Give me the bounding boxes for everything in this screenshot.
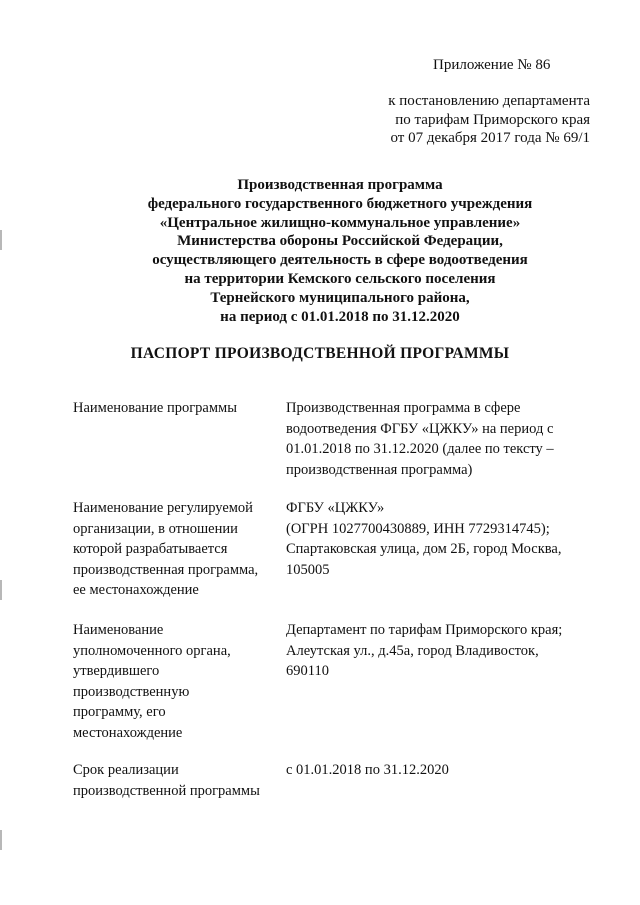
appendix-reference-line: от 07 декабря 2017 года № 69/1 bbox=[390, 130, 590, 146]
scan-edge-mark bbox=[0, 230, 2, 250]
row-label bbox=[73, 760, 278, 801]
title-line: Министерства обороны Российской Федерации, bbox=[177, 233, 503, 250]
row-label bbox=[73, 498, 278, 601]
row-label-line: утвердившего bbox=[73, 663, 160, 679]
row-label-line: Срок реализации bbox=[73, 762, 179, 778]
row-value-line: 105005 bbox=[286, 561, 330, 578]
row-value-line: 690110 bbox=[286, 663, 329, 679]
document-title bbox=[40, 176, 640, 326]
row-value bbox=[286, 620, 596, 682]
title-line: осуществляющего деятельность в сфере водоотведения bbox=[152, 252, 528, 269]
row-label bbox=[73, 620, 278, 743]
scan-edge-mark bbox=[0, 580, 2, 600]
row-label-line: Наименование регулируемой bbox=[73, 500, 253, 516]
row-label-line: которой разрабатывается bbox=[73, 541, 228, 557]
row-value bbox=[286, 498, 596, 580]
row-label-line: производственной программы bbox=[73, 782, 260, 799]
appendix-reference-line: по тарифам Приморского края bbox=[395, 111, 590, 128]
row-label-line: ее местонахождение bbox=[73, 582, 199, 598]
row-label-line: Наименование bbox=[73, 622, 164, 638]
row-value-line: водоотведения ФГБУ «ЦЖКУ» на период с bbox=[286, 420, 554, 437]
row-value-line: Алеутская ул., д.45а, город Владивосток, bbox=[286, 642, 539, 659]
row-value bbox=[286, 760, 596, 781]
row-value-line: Департамент по тарифам Приморского края; bbox=[286, 622, 563, 638]
title-line: Производственная программа bbox=[237, 177, 443, 193]
scan-edge-mark bbox=[0, 830, 2, 850]
title-line: «Центральное жилищно-коммунальное управление» bbox=[159, 214, 521, 231]
row-value-line: с 01.01.2018 по 31.12.2020 bbox=[286, 762, 449, 778]
row-label bbox=[73, 398, 278, 419]
row-value-line: (ОГРН 1027700430889, ИНН 7729314745); bbox=[286, 520, 550, 537]
row-value bbox=[286, 398, 596, 480]
passport-heading: ПАСПОРТ ПРОИЗВОДСТВЕННОЙ ПРОГРАММЫ bbox=[130, 345, 510, 362]
title-line: федерального государственного бюджетного учреждения bbox=[147, 195, 533, 212]
row-value-line: ФГБУ «ЦЖКУ» bbox=[286, 500, 385, 516]
row-label-line: уполномоченного органа, bbox=[73, 642, 231, 659]
row-value-line: 01.01.2018 по 31.12.2020 (далее по тексту – bbox=[286, 441, 554, 457]
row-label-line: производственная программа, bbox=[73, 561, 259, 578]
title-line: Тернейского муниципального района, bbox=[210, 289, 470, 306]
row-label-line: Наименование программы bbox=[73, 400, 237, 416]
row-value-line: Производственная программа в сфере bbox=[286, 400, 521, 416]
title-line: на период с 01.01.2018 по 31.12.2020 bbox=[220, 308, 460, 325]
appendix-reference-line: к постановлению департамента bbox=[388, 93, 590, 109]
row-label-line: программу, его bbox=[73, 704, 166, 720]
row-label-line: местонахождение bbox=[73, 724, 183, 741]
appendix-reference bbox=[330, 92, 590, 148]
appendix-number: Приложение № 86 bbox=[433, 57, 551, 73]
row-label-line: организации, в отношении bbox=[73, 520, 238, 537]
title-line: на территории Кемского сельского поселения bbox=[184, 270, 496, 287]
row-value-line: производственная программа) bbox=[286, 461, 473, 478]
row-label-line: производственную bbox=[73, 683, 190, 700]
row-value-line: Спартаковская улица, дом 2Б, город Москва, bbox=[286, 541, 562, 557]
